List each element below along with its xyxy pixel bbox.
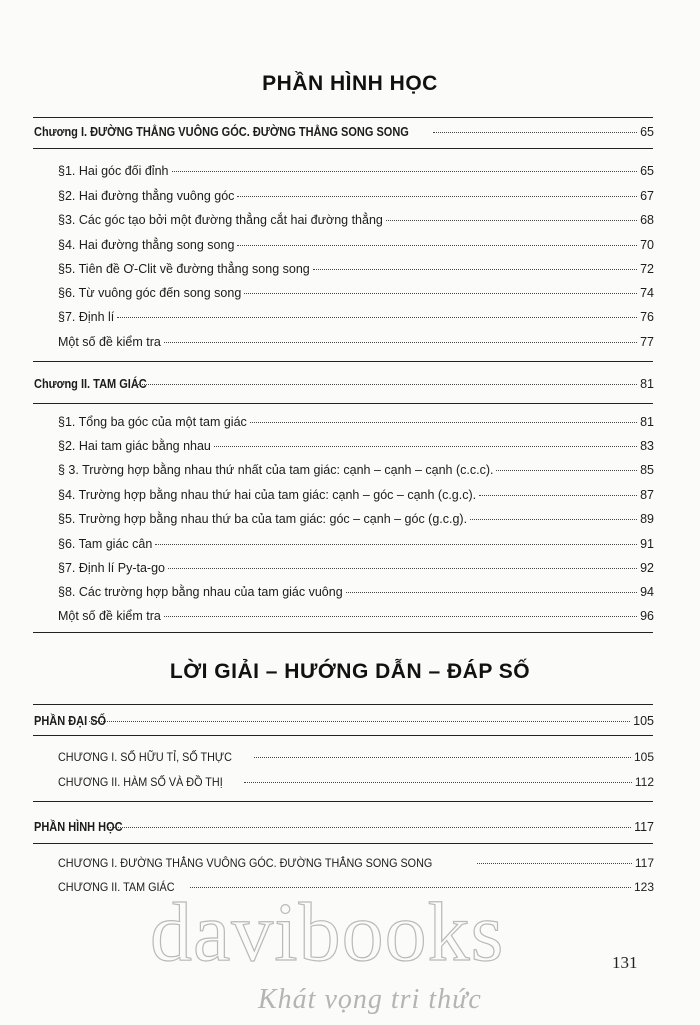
chapter-title: Chương I. ĐƯỜNG THẲNG VUÔNG GÓC. ĐƯỜNG THẲNG SONG SONG	[34, 125, 409, 139]
toc-section[interactable]	[58, 749, 654, 765]
toc-section[interactable]	[58, 560, 654, 576]
section-page: 112	[634, 775, 654, 789]
section-page: 70	[640, 238, 654, 252]
section-title: CHƯƠNG I. ĐƯỜNG THẲNG VUÔNG GÓC. ĐƯỜNG THẲNG SONG SONG	[58, 856, 433, 870]
leader-dots	[89, 721, 630, 722]
page-number: 131	[612, 953, 638, 972]
divider	[33, 735, 653, 736]
leader-dots	[168, 568, 637, 569]
section-page: 65	[640, 164, 654, 178]
section-title: CHƯƠNG II. TAM GIÁC	[58, 880, 175, 894]
divider	[33, 361, 653, 362]
leader-dots	[214, 446, 637, 447]
part-page: 117	[634, 820, 654, 834]
section-title: §4. Hai đường thẳng song song	[58, 238, 235, 252]
toc-section[interactable]	[58, 511, 654, 527]
section-page: 96	[640, 609, 654, 623]
section-page: 123	[633, 880, 654, 894]
section-title: §1. Hai góc đối đỉnh	[58, 164, 169, 178]
leader-dots	[496, 470, 637, 471]
section-title: § 3. Trường hợp bằng nhau thứ nhất của tam giác: cạnh – cạnh – cạnh (c.c.c).	[58, 463, 494, 477]
divider	[33, 801, 653, 802]
section-page: 117	[634, 856, 654, 870]
toc-section[interactable]	[58, 855, 654, 871]
section-title: Một số đề kiểm tra	[58, 609, 161, 623]
section-page: 92	[640, 561, 654, 575]
toc-section[interactable]	[58, 487, 654, 503]
section-title: §2. Hai tam giác bằng nhau	[58, 439, 211, 453]
chapter-title: Chương II. TAM GIÁC	[34, 377, 147, 391]
section-page: 83	[640, 439, 654, 453]
section-title: §1. Tổng ba góc của một tam giác	[58, 415, 247, 429]
section-title: §4. Trường hợp bằng nhau thứ hai của tam giác: cạnh – góc – cạnh (c.g.c).	[58, 488, 477, 502]
section-title: CHƯƠNG I. SỐ HỮU TỈ, SỐ THỰC	[58, 750, 232, 764]
section-page: 91	[640, 537, 654, 551]
toc-section[interactable]	[58, 334, 654, 350]
section-title: Một số đề kiểm tra	[58, 335, 161, 349]
toc-section[interactable]	[58, 774, 654, 790]
section-title: §2. Hai đường thẳng vuông góc	[58, 189, 235, 203]
leader-dots	[164, 616, 637, 617]
toc-section[interactable]	[58, 309, 654, 325]
section-page: 72	[640, 262, 654, 276]
section-page: 67	[640, 189, 654, 203]
solutions-heading: LỜI GIẢI – HƯỚNG DẪN – ĐÁP SỐ	[169, 660, 531, 683]
section-page: 87	[640, 488, 654, 502]
leader-dots	[244, 782, 632, 783]
divider	[33, 148, 653, 149]
section-page: 81	[640, 415, 654, 429]
divider	[33, 117, 653, 118]
part-title: PHẦN HÌNH HỌC	[34, 820, 123, 834]
divider	[33, 704, 653, 705]
toc-section[interactable]	[58, 608, 654, 624]
toc-section[interactable]	[58, 584, 654, 600]
leader-dots	[164, 342, 637, 343]
leader-dots	[433, 132, 637, 133]
toc-section[interactable]	[58, 188, 654, 204]
toc-chapter[interactable]	[34, 376, 654, 392]
part-title: PHẦN ĐẠI SỐ	[34, 714, 107, 728]
section-page: 94	[640, 585, 654, 599]
toc-section[interactable]	[58, 438, 654, 454]
toc-section[interactable]	[58, 285, 654, 301]
leader-dots	[237, 196, 637, 197]
toc-section[interactable]	[58, 462, 654, 478]
chapter-page: 81	[640, 377, 654, 391]
toc-section[interactable]	[58, 414, 654, 430]
part-page: 105	[633, 714, 654, 728]
section-title: §8. Các trường hợp bằng nhau của tam giác vuông	[58, 585, 343, 599]
leader-dots	[244, 293, 637, 294]
leader-dots	[172, 171, 638, 172]
section-page: 77	[640, 335, 654, 349]
section-page: 105	[633, 750, 654, 764]
section-title: §6. Từ vuông góc đến song song	[58, 286, 242, 300]
section-page: 68	[640, 213, 654, 227]
geometry-heading: PHẦN HÌNH HỌC	[262, 72, 438, 95]
leader-dots	[108, 827, 631, 828]
section-title: CHƯƠNG II. HÀM SỐ VÀ ĐỒ THỊ	[58, 775, 223, 789]
toc-section[interactable]	[58, 237, 654, 253]
section-page: 74	[640, 286, 654, 300]
leader-dots	[470, 519, 637, 520]
watermark-tagline: Khát vọng tri thức	[258, 984, 482, 1015]
leader-dots	[117, 317, 637, 318]
leader-dots	[250, 422, 637, 423]
section-title: §7. Định lí	[58, 310, 115, 324]
section-title: §6. Tam giác cân	[58, 537, 153, 551]
section-title: §7. Định lí Py-ta-go	[58, 561, 165, 575]
watermark-brand: davibooks	[150, 886, 505, 979]
leader-dots	[313, 269, 637, 270]
section-title: §5. Trường hợp bằng nhau thứ ba của tam giác: góc – cạnh – góc (g.c.g).	[58, 512, 468, 526]
section-page: 76	[640, 310, 654, 324]
section-page: 85	[640, 463, 654, 477]
section-page: 89	[640, 512, 654, 526]
toc-part[interactable]	[34, 713, 654, 729]
toc-part[interactable]	[34, 819, 654, 835]
leader-dots	[135, 384, 637, 385]
toc-section[interactable]	[58, 163, 654, 179]
leader-dots	[386, 220, 637, 221]
leader-dots	[155, 544, 637, 545]
leader-dots	[237, 245, 637, 246]
divider	[33, 632, 653, 633]
leader-dots	[254, 757, 631, 758]
divider	[33, 403, 653, 404]
toc-section[interactable]	[58, 212, 654, 228]
leader-dots	[479, 495, 637, 496]
section-title: §5. Tiên đề Ơ-Clit về đường thẳng song song	[58, 262, 310, 276]
leader-dots	[346, 592, 637, 593]
chapter-page: 65	[640, 125, 654, 139]
divider	[33, 843, 653, 844]
toc-section[interactable]	[58, 536, 654, 552]
toc-section[interactable]	[58, 261, 654, 277]
leader-dots	[477, 863, 632, 864]
toc-chapter[interactable]	[34, 124, 654, 140]
section-title: §3. Các góc tạo bởi một đường thẳng cắt hai đường thẳng	[58, 213, 383, 227]
